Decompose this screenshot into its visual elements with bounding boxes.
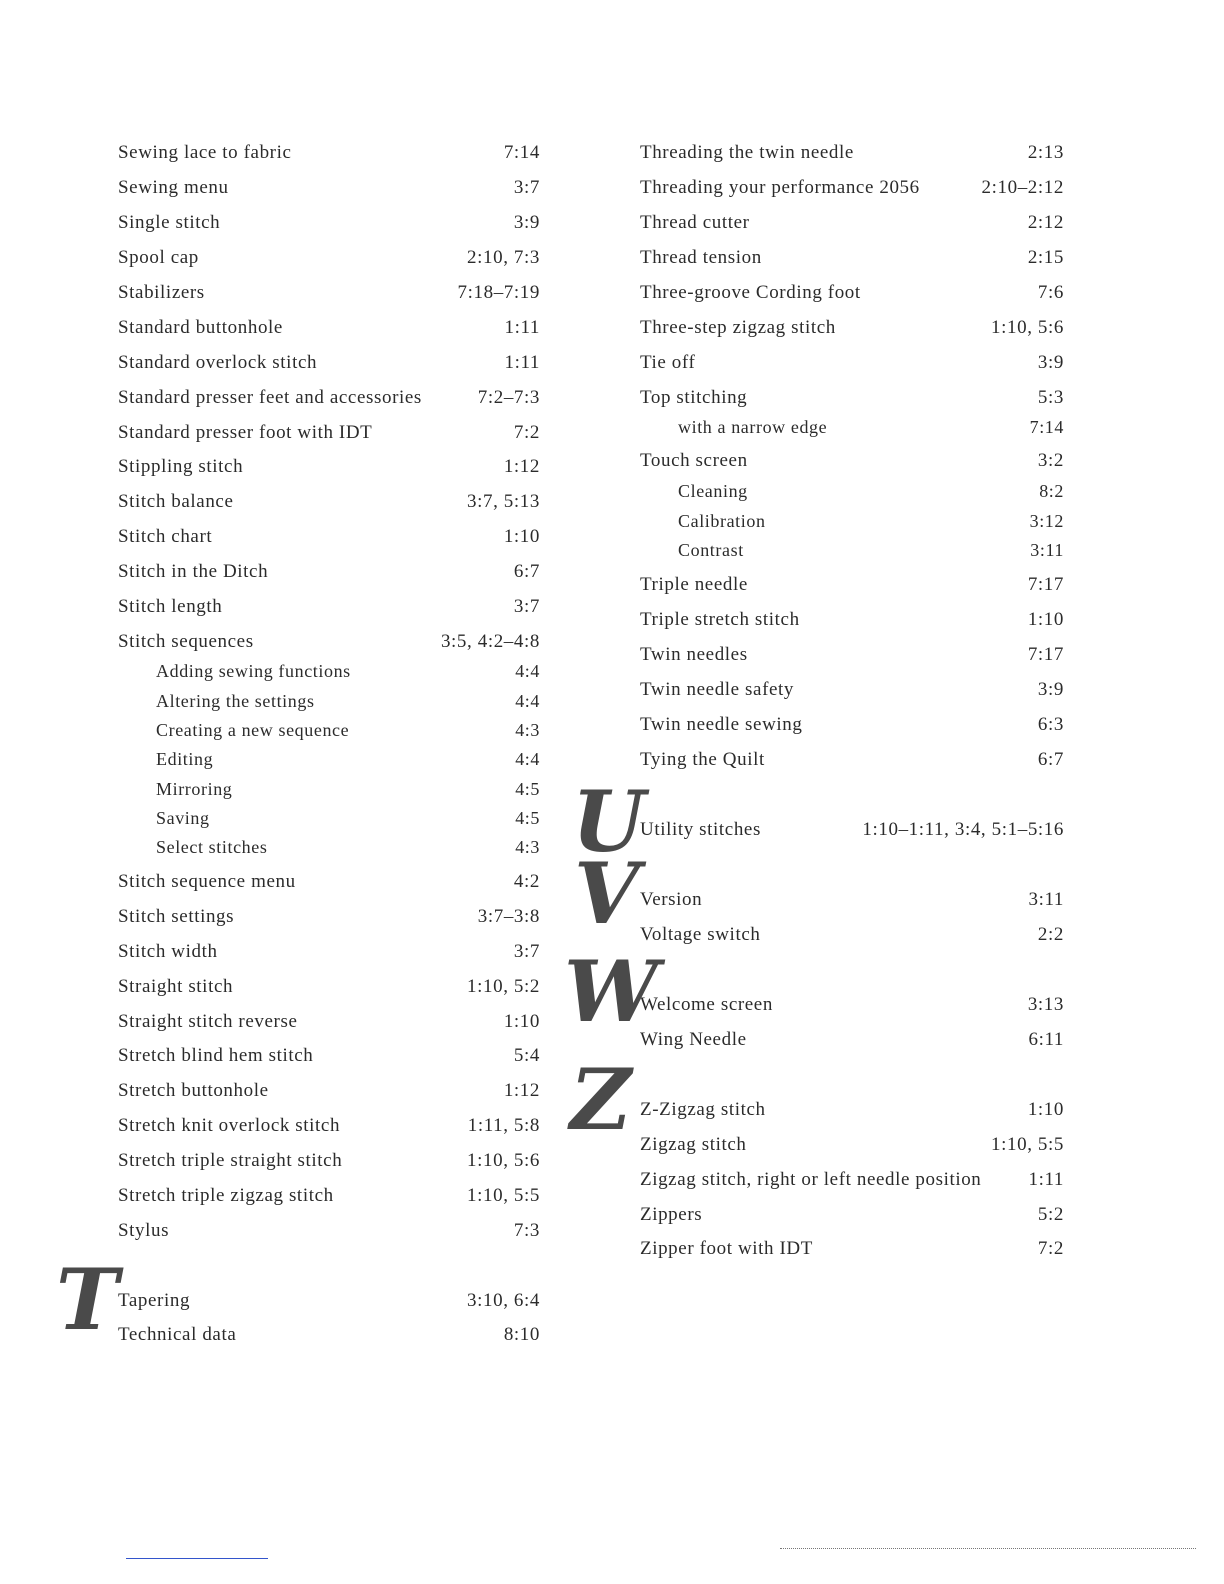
index-page-ref: 4:5 (515, 808, 540, 828)
index-term: Standard overlock stitch (118, 352, 318, 373)
index-entry (118, 418, 540, 448)
index-entry (118, 972, 540, 1002)
index-page-ref: 7:2–7:3 (477, 387, 540, 408)
index-term: Stabilizers (118, 282, 205, 303)
index-entry (640, 173, 1064, 203)
index-entry (118, 592, 540, 622)
index-entry (640, 1130, 1064, 1160)
index-entry (640, 640, 1064, 670)
index-page-ref: 7:14 (503, 142, 540, 163)
index-entry (678, 535, 1064, 565)
index-entry (118, 1146, 540, 1176)
index-page-ref: 1:10 (503, 1011, 540, 1032)
index-page-ref: 7:3 (513, 1220, 540, 1241)
index-page-ref: 1:11, 5:8 (467, 1115, 540, 1136)
index-page-ref: 4:4 (515, 691, 540, 711)
index-entry (156, 744, 540, 774)
index-entry (118, 627, 540, 657)
index-term: with a narrow edge (678, 417, 828, 437)
index-term: Stretch blind hem stitch (118, 1045, 314, 1066)
index-term: Stitch sequences (118, 631, 254, 652)
index-page-ref: 1:10–1:11, 3:4, 5:1–5:16 (862, 819, 1064, 840)
index-entry (118, 1216, 540, 1246)
index-term: Straight stitch reverse (118, 1011, 298, 1032)
index-page-ref: 2:13 (1027, 142, 1064, 163)
index-page-ref: 2:10–2:12 (981, 177, 1064, 198)
index-term: Three-groove Cording foot (640, 282, 861, 303)
index-entry (156, 656, 540, 686)
index-entry (640, 243, 1064, 273)
index-entry (640, 570, 1064, 600)
index-term: Three-step zigzag stitch (640, 317, 836, 338)
index-page-ref: 3:2 (1037, 450, 1064, 471)
index-page-ref: 6:3 (1037, 714, 1064, 735)
index-entry (640, 990, 1064, 1020)
index-page-ref: 1:10, 5:6 (467, 1150, 540, 1171)
index-term: Twin needle sewing (640, 714, 803, 735)
index-page-ref: 1:10 (503, 526, 540, 547)
index-page-ref: 4:5 (515, 779, 540, 799)
section-letter-v: V (574, 844, 640, 943)
index-term: Stretch triple zigzag stitch (118, 1185, 334, 1206)
index-entry (118, 138, 540, 168)
index-term: Editing (156, 749, 214, 769)
index-page-ref: 7:18–7:19 (457, 282, 540, 303)
index-entry (640, 1234, 1064, 1264)
index-term: Zigzag stitch, right or left needle position (640, 1169, 982, 1190)
index-entry (118, 208, 540, 238)
index-page-ref: 4:3 (515, 720, 540, 740)
index-page-ref: 4:4 (515, 661, 540, 681)
index-entry (118, 902, 540, 932)
index-term: Stippling stitch (118, 456, 244, 477)
index-term: Creating a new sequence (156, 720, 350, 740)
index-entry (640, 745, 1064, 775)
index-term: Cleaning (678, 481, 748, 501)
index-entry (118, 313, 540, 343)
index-entry (118, 1041, 540, 1071)
index-entry (640, 313, 1064, 343)
section-letter-w: W (564, 942, 659, 1041)
index-page-ref: 4:3 (515, 837, 540, 857)
index-page-ref: 1:10, 5:2 (467, 976, 540, 997)
index-entry (640, 675, 1064, 705)
index-term: Stitch settings (118, 906, 235, 927)
index-term: Thread cutter (640, 212, 750, 233)
index-page-ref: 1:12 (503, 1080, 540, 1101)
index-page-ref: 1:10, 5:5 (467, 1185, 540, 1206)
index-term: Sewing menu (118, 177, 229, 198)
index-page-ref: 3:13 (1027, 994, 1064, 1015)
footer-rule-right (780, 1548, 1196, 1549)
index-page-ref: 7:6 (1037, 282, 1064, 303)
index-term: Tying the Quilt (640, 749, 765, 770)
index-entry (156, 803, 540, 833)
index-term: Altering the settings (156, 691, 315, 711)
index-term: Adding sewing functions (156, 661, 351, 681)
index-page-ref: 1:12 (503, 456, 540, 477)
index-page-ref: 5:3 (1037, 387, 1064, 408)
index-page-ref: 2:15 (1027, 247, 1064, 268)
index-entry (118, 1286, 540, 1316)
index-entry (640, 710, 1064, 740)
index-page-ref: 2:10, 7:3 (467, 247, 540, 268)
index-term: Single stitch (118, 212, 221, 233)
index-term: Stylus (118, 1220, 170, 1241)
index-entry (640, 1025, 1064, 1055)
section-letter-t: T (56, 1250, 119, 1349)
index-term: Straight stitch (118, 976, 234, 997)
index-term: Twin needle safety (640, 679, 795, 700)
index-page-ref: 3:7, 5:13 (467, 491, 540, 512)
index-term: Triple needle (640, 574, 748, 595)
index-term: Saving (156, 808, 210, 828)
index-page-ref: 1:11 (504, 317, 540, 338)
index-entry (640, 208, 1064, 238)
index-entry (118, 452, 540, 482)
index-term: Stitch balance (118, 491, 234, 512)
index-page-ref: 3:5, 4:2–4:8 (440, 631, 540, 652)
index-entry (118, 867, 540, 897)
index-page-ref: 7:14 (1029, 417, 1064, 437)
index-entry (640, 348, 1064, 378)
index-page-ref: 3:7 (513, 177, 540, 198)
index-page-ref: 3:11 (1028, 889, 1064, 910)
index-term: Utility stitches (640, 819, 761, 840)
index-term: Stitch width (118, 941, 218, 962)
index-term: Welcome screen (640, 994, 773, 1015)
index-term: Wing Needle (640, 1029, 747, 1050)
index-term: Standard presser feet and accessories (118, 387, 422, 408)
index-page-ref: 6:7 (1037, 749, 1064, 770)
index-term: Tapering (118, 1290, 191, 1311)
index-entry (118, 1007, 540, 1037)
index-entry (118, 243, 540, 273)
index-entry (118, 557, 540, 587)
index-term: Stitch length (118, 596, 223, 617)
index-page-ref: 3:11 (1030, 540, 1064, 560)
index-page-ref: 2:2 (1037, 924, 1064, 945)
footer-rule-left (126, 1558, 268, 1559)
index-term: Voltage switch (640, 924, 761, 945)
section-letter-u: U (572, 772, 646, 871)
index-entry (118, 522, 540, 552)
index-term: Tie off (640, 352, 696, 373)
index-page-ref: 3:9 (513, 212, 540, 233)
index-term: Stitch sequence menu (118, 871, 296, 892)
index-page-ref: 5:2 (1037, 1204, 1064, 1225)
index-term: Stitch in the Ditch (118, 561, 269, 582)
index-page-ref: 5:4 (513, 1045, 540, 1066)
index-entry (118, 348, 540, 378)
index-entry (156, 774, 540, 804)
index-page-ref: 1:10, 5:6 (991, 317, 1064, 338)
index-page-ref: 4:4 (515, 749, 540, 769)
index-page-ref: 7:2 (1037, 1238, 1064, 1259)
index-term: Standard buttonhole (118, 317, 283, 338)
index-page-ref: 1:11 (1028, 1169, 1064, 1190)
index-page-ref: 3:10, 6:4 (467, 1290, 540, 1311)
index-term: Standard presser foot with IDT (118, 422, 373, 443)
index-page-ref: 7:17 (1027, 644, 1064, 665)
index-page-ref: 4:2 (513, 871, 540, 892)
index-term: Stitch chart (118, 526, 213, 547)
index-entry (678, 476, 1064, 506)
index-term: Threading the twin needle (640, 142, 854, 163)
index-term: Zigzag stitch (640, 1134, 747, 1155)
index-entry (156, 715, 540, 745)
index-term: Touch screen (640, 450, 748, 471)
index-page-ref: 8:10 (503, 1324, 540, 1345)
index-page-ref: 8:2 (1039, 481, 1064, 501)
index-term: Thread tension (640, 247, 762, 268)
index-term: Z-Zigzag stitch (640, 1099, 766, 1120)
index-term: Twin needles (640, 644, 748, 665)
index-entry (118, 173, 540, 203)
index-term: Top stitching (640, 387, 748, 408)
index-page-ref: 3:7 (513, 596, 540, 617)
index-entry (118, 1111, 540, 1141)
index-entry (640, 1200, 1064, 1230)
index-term: Technical data (118, 1324, 237, 1345)
index-term: Contrast (678, 540, 744, 560)
index-entry (678, 412, 1064, 442)
index-entry (640, 138, 1064, 168)
index-term: Stretch triple straight stitch (118, 1150, 343, 1171)
index-entry (118, 487, 540, 517)
index-page-ref: 7:17 (1027, 574, 1064, 595)
index-page-ref: 3:7 (513, 941, 540, 962)
index-page-ref: 3:12 (1029, 511, 1064, 531)
index-term: Calibration (678, 511, 766, 531)
index-entry (156, 686, 540, 716)
index-entry (118, 383, 540, 413)
index-page-ref: 1:10 (1027, 1099, 1064, 1120)
index-term: Version (640, 889, 703, 910)
index-entry (640, 383, 1064, 413)
index-entry (640, 278, 1064, 308)
index-term: Mirroring (156, 779, 233, 799)
index-entry (640, 885, 1064, 915)
index-entry (640, 1165, 1064, 1195)
index-term: Zipper foot with IDT (640, 1238, 813, 1259)
index-entry (640, 605, 1064, 635)
index-entry (118, 1076, 540, 1106)
index-term: Stretch buttonhole (118, 1080, 269, 1101)
index-term: Triple stretch stitch (640, 609, 800, 630)
index-entry (640, 446, 1064, 476)
index-page-ref: 6:7 (513, 561, 540, 582)
index-page-ref: 7:2 (513, 422, 540, 443)
index-entry (156, 832, 540, 862)
index-page-ref: 1:10 (1027, 609, 1064, 630)
index-entry (118, 1320, 540, 1350)
index-page-ref: 2:12 (1027, 212, 1064, 233)
index-page-ref: 1:11 (504, 352, 540, 373)
index-term: Select stitches (156, 837, 268, 857)
index-page-ref: 3:9 (1037, 352, 1064, 373)
index-entry (118, 1181, 540, 1211)
index-page-ref: 3:9 (1037, 679, 1064, 700)
index-entry (640, 1095, 1064, 1125)
index-page-ref: 6:11 (1028, 1029, 1064, 1050)
index-term: Sewing lace to fabric (118, 142, 292, 163)
index-term: Spool cap (118, 247, 199, 268)
index-page-ref: 3:7–3:8 (477, 906, 540, 927)
index-entry (118, 937, 540, 967)
index-entry (678, 506, 1064, 536)
index-term: Stretch knit overlock stitch (118, 1115, 341, 1136)
index-term: Threading your performance 2056 (640, 177, 920, 198)
index-entry (640, 920, 1064, 950)
index-term: Zippers (640, 1204, 703, 1225)
index-page-ref: 1:10, 5:5 (991, 1134, 1064, 1155)
index-entry (640, 815, 1064, 845)
index-entry (118, 278, 540, 308)
section-letter-z: Z (570, 1050, 632, 1149)
